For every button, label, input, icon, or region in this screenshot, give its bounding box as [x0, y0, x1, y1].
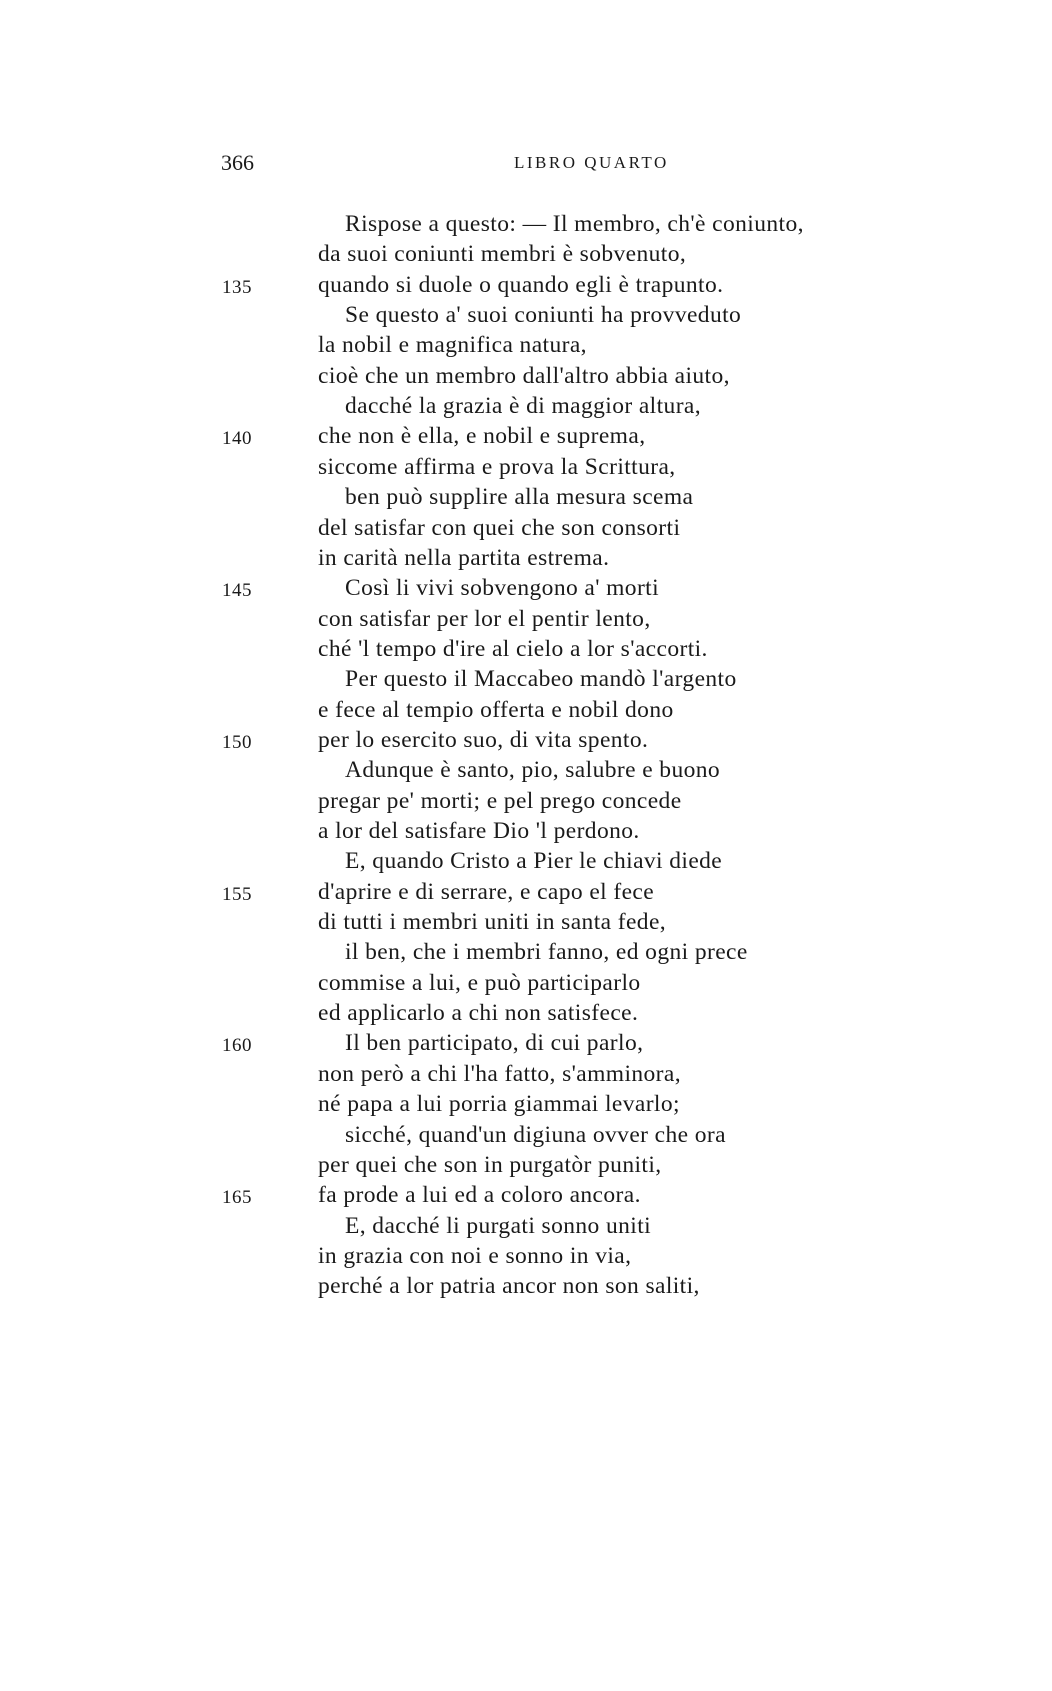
verse-line — [0, 1030, 1052, 1063]
verse-text: Così li vivi sobvengono a' morti — [345, 575, 660, 601]
verse-text: per quei che son in purgatòr puniti, — [318, 1152, 662, 1178]
verse-text: non però a chi l'ha fatto, s'amminora, — [318, 1061, 682, 1087]
verse-line — [0, 788, 1052, 821]
verse-text: dacché la grazia è di maggior altura, — [345, 393, 702, 419]
line-number: 150 — [222, 732, 252, 753]
verse-text: E, dacché li purgati sonno uniti — [345, 1213, 652, 1239]
verse-text: in grazia con noi e sonno in via, — [318, 1243, 632, 1269]
verse-text: con satisfar per lor el pentir lento, — [318, 606, 651, 632]
page-number: 366 — [221, 150, 254, 175]
verse-text: ed applicarlo a chi non satisfece. — [318, 1000, 639, 1026]
verse-line — [0, 1273, 1052, 1306]
verse-line — [0, 697, 1052, 730]
verse-line — [0, 848, 1052, 881]
verse-text: siccome affirma e prova la Scrittura, — [318, 454, 676, 480]
line-number: 155 — [222, 884, 252, 905]
verse-text: pregar pe' morti; e pel prego concede — [318, 788, 682, 814]
verse-text: quando si duole o quando egli è trapunto. — [318, 272, 724, 298]
verse-text: in carità nella partita estrema. — [318, 545, 610, 571]
verse-line — [0, 818, 1052, 851]
verse-line — [0, 970, 1052, 1003]
verse-text: la nobil e magnifica natura, — [318, 332, 587, 358]
verse-line — [0, 636, 1052, 669]
verse-text: di tutti i membri uniti in santa fede, — [318, 909, 667, 935]
verse-line — [0, 393, 1052, 426]
verse-line — [0, 909, 1052, 942]
verse-text: Se questo a' suoi coniunti ha provveduto — [345, 302, 742, 328]
verse-line — [0, 727, 1052, 760]
verse-line — [0, 332, 1052, 365]
verse-line — [0, 515, 1052, 548]
verse-text: ché 'l tempo d'ire al cielo a lor s'accorti. — [318, 636, 708, 662]
verse-line — [0, 272, 1052, 305]
line-number: 165 — [222, 1187, 252, 1208]
verse-text: e fece al tempio offerta e nobil dono — [318, 697, 674, 723]
verse-text: da suoi coniunti membri è sobvenuto, — [318, 241, 687, 267]
verse-line — [0, 1061, 1052, 1094]
verse-line — [0, 302, 1052, 335]
verse-line — [0, 939, 1052, 972]
line-number: 145 — [222, 580, 252, 601]
verse-line — [0, 1091, 1052, 1124]
line-number: 135 — [222, 277, 252, 298]
verse-line — [0, 1182, 1052, 1215]
verse-text: d'aprire e di serrare, e capo el fece — [318, 879, 655, 905]
verse-line — [0, 1000, 1052, 1033]
verse-text: ben può supplire alla mesura scema — [345, 484, 694, 510]
verse-text: commise a lui, e può participarlo — [318, 970, 641, 996]
verse-text: cioè che un membro dall'altro abbia aiuto, — [318, 363, 730, 389]
line-number: 140 — [222, 428, 252, 449]
verse-line — [0, 879, 1052, 912]
verse-text: perché a lor patria ancor non son saliti, — [318, 1273, 700, 1299]
verse-line — [0, 606, 1052, 639]
verse-line — [0, 545, 1052, 578]
verse-line — [0, 423, 1052, 456]
verse-line — [0, 757, 1052, 790]
verse-line — [0, 484, 1052, 517]
running-title: LIBRO QUARTO — [514, 153, 669, 172]
verse-text: né papa a lui porria giammai levarlo; — [318, 1091, 680, 1117]
verse-text: sicché, quand'un digiuna ovver che ora — [345, 1122, 726, 1148]
verse-text: fa prode a lui ed a coloro ancora. — [318, 1182, 641, 1208]
verse-text: del satisfar con quei che son consorti — [318, 515, 681, 541]
line-number: 160 — [222, 1035, 252, 1056]
verse-line — [0, 575, 1052, 608]
verse-text: E, quando Cristo a Pier le chiavi diede — [345, 848, 723, 874]
verse-text: Il ben participato, di cui parlo, — [345, 1030, 644, 1056]
verse-text: Rispose a questo: — Il membro, ch'è coniunto, — [345, 211, 804, 237]
verse-line — [0, 666, 1052, 699]
verse-text: che non è ella, e nobil e suprema, — [318, 423, 646, 449]
verse-text: a lor del satisfare Dio 'l perdono. — [318, 818, 640, 844]
verse-line — [0, 1122, 1052, 1155]
verse-line — [0, 363, 1052, 396]
verse-text: Adunque è santo, pio, salubre e buono — [345, 757, 721, 783]
verse-text: il ben, che i membri fanno, ed ogni prece — [345, 939, 748, 965]
verse-line — [0, 454, 1052, 487]
verse-line — [0, 241, 1052, 274]
verse-line — [0, 211, 1052, 244]
verse-line — [0, 1152, 1052, 1185]
verse-line — [0, 1213, 1052, 1246]
verse-text: per lo esercito suo, di vita spento. — [318, 727, 649, 753]
verse-line — [0, 1243, 1052, 1276]
verse-text: Per questo il Maccabeo mandò l'argento — [345, 666, 737, 692]
